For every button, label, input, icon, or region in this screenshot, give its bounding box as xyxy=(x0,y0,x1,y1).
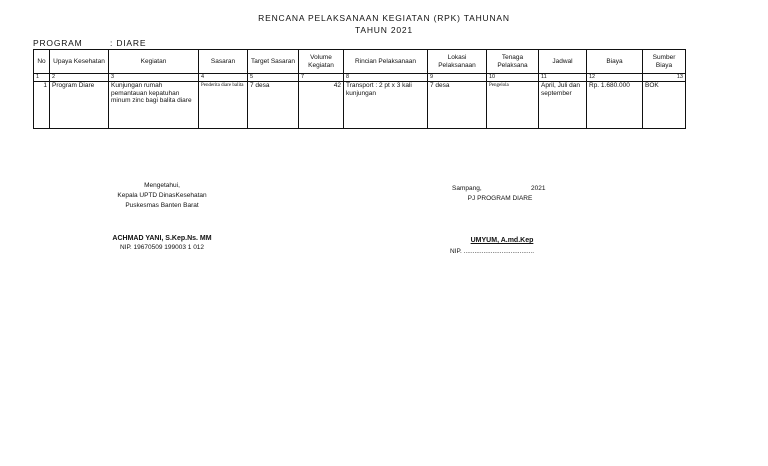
column-number: 11 xyxy=(539,74,587,82)
column-header: Jadwal xyxy=(539,50,587,74)
puskesmas-name: Puskesmas Banten Barat xyxy=(125,202,199,209)
cell-volume: 42 xyxy=(299,82,344,129)
cell-jadwal: April, Juli dan september xyxy=(539,82,587,129)
column-header: Rincian Pelaksanaan xyxy=(344,50,428,74)
rpk-table xyxy=(33,49,686,129)
column-number: 8 xyxy=(344,74,428,82)
column-header: Sumber Biaya xyxy=(643,50,686,74)
column-header: Upaya Kesehatan xyxy=(50,50,109,74)
column-header: Target Sasaran xyxy=(248,50,299,74)
head-nip: NIP. 19670509 199003 1 012 xyxy=(119,244,205,251)
cell-biaya: Rp. 1.680.000 xyxy=(587,82,643,129)
cell-sumber: BOK xyxy=(643,82,686,129)
column-header: Volume Kegiatan xyxy=(299,50,344,74)
program-value: : DIARE xyxy=(110,38,147,48)
column-header: Biaya xyxy=(587,50,643,74)
column-number: 9 xyxy=(428,74,487,82)
column-header: Kegiatan xyxy=(109,50,199,74)
column-number: 13 xyxy=(643,74,686,82)
column-header: Sasaran xyxy=(199,50,248,74)
column-number-row xyxy=(34,74,686,82)
cell-sasaran: Penderita diare balita xyxy=(199,82,248,129)
head-name: ACHMAD YANI, S.Kep.Ns. MM xyxy=(112,235,212,242)
signature-year: 2021 xyxy=(531,185,546,192)
cell-kegiatan: Kunjungan rumah pemantauan kepatuhan minum zinc bagi balita diare xyxy=(109,82,199,129)
pj-role: PJ PROGRAM DIARE xyxy=(467,195,533,202)
column-header: No xyxy=(34,50,50,74)
head-title: Kepala UPTD DinasKesehatan xyxy=(117,192,207,199)
column-number: 4 xyxy=(199,74,248,82)
column-number: 3 xyxy=(109,74,199,82)
column-header: Tenaga Pelaksana xyxy=(487,50,539,74)
acknowledged-label: Mengetahui, xyxy=(144,182,180,189)
column-number: 12 xyxy=(587,74,643,82)
pj-nip: NIP. ....................................... xyxy=(450,248,535,255)
cell-target: 7 desa xyxy=(248,82,299,129)
column-header: Lokasi Pelaksanaan xyxy=(428,50,487,74)
table-header-row xyxy=(34,50,686,74)
cell-lokasi: 7 desa xyxy=(428,82,487,129)
column-number: 1 xyxy=(34,74,50,82)
signature-place: Sampang, xyxy=(452,185,482,192)
pj-name: UMYUM, A.md.Kep xyxy=(470,237,534,244)
document-year: TAHUN 2021 xyxy=(355,25,413,35)
program-label: PROGRAM xyxy=(33,38,83,48)
left-signature-block xyxy=(100,181,224,211)
document-title: RENCANA PELAKSANAAN KEGIATAN (RPK) TAHUNAN xyxy=(258,13,510,23)
column-number: 10 xyxy=(487,74,539,82)
cell-rincian: Transport : 2 pt x 3 kali kunjungan xyxy=(344,82,428,129)
column-number: 7 xyxy=(299,74,344,82)
cell-no: 1 xyxy=(34,82,50,129)
column-number: 2 xyxy=(50,74,109,82)
cell-upaya: Program Diare xyxy=(50,82,109,129)
cell-tenaga: Pengelola xyxy=(487,82,539,129)
table-row xyxy=(34,82,686,129)
column-number: 5 xyxy=(248,74,299,82)
